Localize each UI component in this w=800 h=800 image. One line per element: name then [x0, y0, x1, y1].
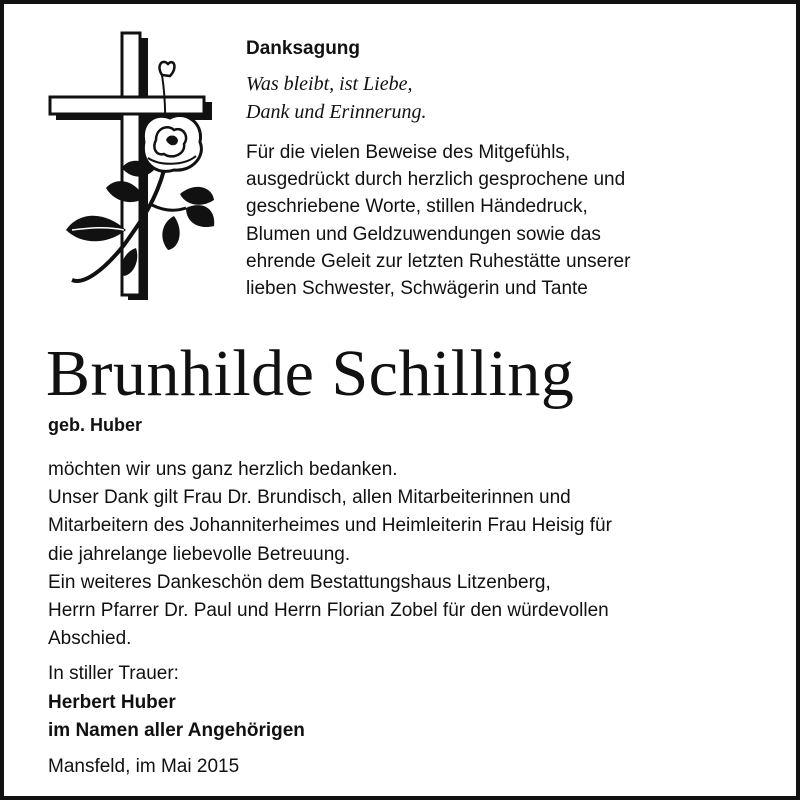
intro-line: ausgedrückt durch herzlich gesprochene und [246, 169, 626, 191]
body-line: Unser Dank gilt Frau Dr. Brundisch, allen Mitarbeiterinnen und [48, 487, 571, 509]
intro-line: ehrende Geleit zur letzten Ruhestätte unserer [246, 250, 631, 272]
body-line: die jahrelange liebevolle Betreuung. [48, 543, 351, 565]
signature-intro: In stiller Trauer: [48, 663, 179, 684]
intro-line: lieben Schwester, Schwägerin und Tante [246, 278, 588, 300]
signature-name: Herbert Huber [48, 691, 176, 713]
maiden-name: geb. Huber [48, 415, 143, 435]
notice-heading: Danksagung [246, 38, 361, 59]
deceased-name: Brunhilde Schilling [46, 337, 575, 410]
intro-line: Blumen und Geldzuwendungen sowie das [246, 223, 601, 245]
intro-line: geschriebene Worte, stillen Händedruck, [246, 196, 588, 218]
intro-paragraph [246, 139, 630, 302]
place-date: Mansfeld, im Mai 2015 [48, 756, 240, 777]
body-line: Ein weiteres Dankeschön dem Bestattungshaus Litzenberg, [48, 571, 551, 593]
body-line: möchten wir uns ganz herzlich bedanken. [48, 459, 398, 480]
quote-line: Dank und Erinnerung. [246, 101, 427, 123]
cross-with-rose-icon [44, 30, 219, 310]
signature-block [48, 660, 305, 746]
quote-line: Was bleibt, ist Liebe, [246, 73, 413, 95]
body-line: Herrn Pfarrer Dr. Paul und Herrn Florian Zobel für den würdevollen [48, 600, 609, 622]
thanks-paragraph [48, 456, 612, 653]
body-line: Mitarbeitern des Johanniterheimes und Heimleiterin Frau Heisig für [48, 515, 612, 537]
memorial-quote [246, 70, 427, 126]
body-line: Abschied. [48, 628, 132, 650]
intro-line: Für die vielen Beweise des Mitgefühls, [246, 142, 571, 163]
signature-relatives: im Namen aller Angehörigen [48, 720, 305, 741]
